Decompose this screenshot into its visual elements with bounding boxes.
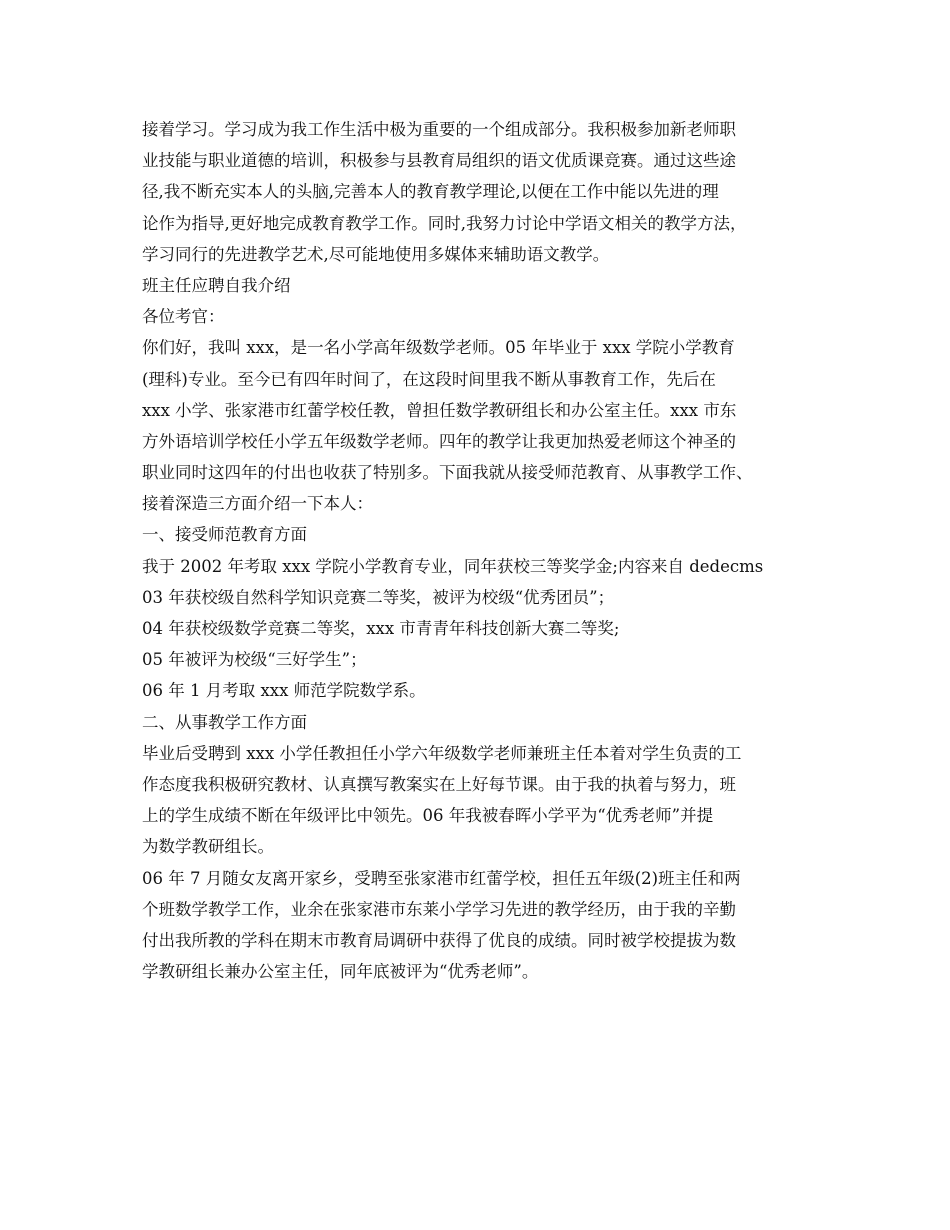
text-line: 业技能与职业道德的培训，积极参与县教育局组织的语文优质课竞赛。通过这些途 [142,151,736,171]
subsection-heading: 一、接受师范教育方面 [142,525,307,545]
text-line: (理科)专业。至今已有四年时间了，在这段时间里我不断从事教育工作，先后在 [142,369,716,389]
text-line: 06 年 7 月随女友离开家乡，受聘至张家港市红蕾学校，担任五年级(2)班主任和两 [142,868,741,888]
text-line: 学教研组长兼办公室主任，同年底被评为“优秀老师”。 [142,962,539,982]
text-line: 作态度我积极研究教材、认真撰写教案实在上好每节课。由于我的执着与努力，班 [142,774,736,794]
text-line: 为数学教研组长。 [142,837,274,857]
text-line: 你们好，我叫 xxx，是一名小学高年级数学老师。05 年毕业于 xxx 学院小学教育 [142,338,735,358]
text-line: 06 年 1 月考取 xxx 师范学院数学系。 [142,681,426,701]
text-line: 接着学习。学习成为我工作生活中极为重要的一个组成部分。我积极参加新老师职 [142,120,736,139]
text-line: 付出我所教的学科在期末市教育局调研中获得了优良的成绩。同时被学校提拔为数 [142,930,736,950]
text-line: 方外语培训学校任小学五年级数学老师。四年的教学让我更加热爱老师这个神圣的 [142,431,736,451]
salutation: 各位考官： [142,307,225,327]
text-line: xxx 小学、张家港市红蕾学校任教，曾担任数学教研组长和办公室主任。xxx 市东 [142,400,737,420]
text-line: 03 年获校级自然科学知识竞赛二等奖，被评为校级“优秀团员”； [142,587,615,607]
text-line: 接着深造三方面介绍一下本人： [142,494,373,514]
text-line: 职业同时这四年的付出也收获了特别多。下面我就从接受师范教育、从事教学工作、 [142,463,753,483]
subsection-heading: 二、从事教学工作方面 [142,712,307,732]
text-line: 我于 2002 年考取 xxx 学院小学教育专业，同年获校三等奖学金;内容来自 dedecms [142,556,764,576]
text-line: 04 年获校级数学竞赛二等奖，xxx 市青青年科技创新大赛二等奖; [142,619,620,638]
text-line: 学习同行的先进教学艺术,尽可能地使用多媒体来辅助语文教学。 [142,244,610,264]
section-heading: 班主任应聘自我介绍 [142,275,291,295]
text-line: 05 年被评为校级“三好学生”； [142,650,367,670]
text-line: 个班数学教学工作，业余在张家港市东莱小学学习先进的教学经历，由于我的辛勤 [142,899,736,919]
text-line: 毕业后受聘到 xxx 小学任教担任小学六年级数学老师兼班主任本着对学生负责的工 [142,743,742,763]
text-line: 论作为指导,更好地完成教育教学工作。同时,我努力讨论中学语文相关的教学方法， [142,213,747,233]
text-line: 径,我不断充实本人的头脑,完善本人的教育教学理论,以便在工作中能以先进的理 [142,182,719,202]
text-line: 上的学生成绩不断在年级评比中领先。06 年我被春晖小学平为“优秀老师”并提 [142,806,714,826]
document-body [142,114,832,987]
